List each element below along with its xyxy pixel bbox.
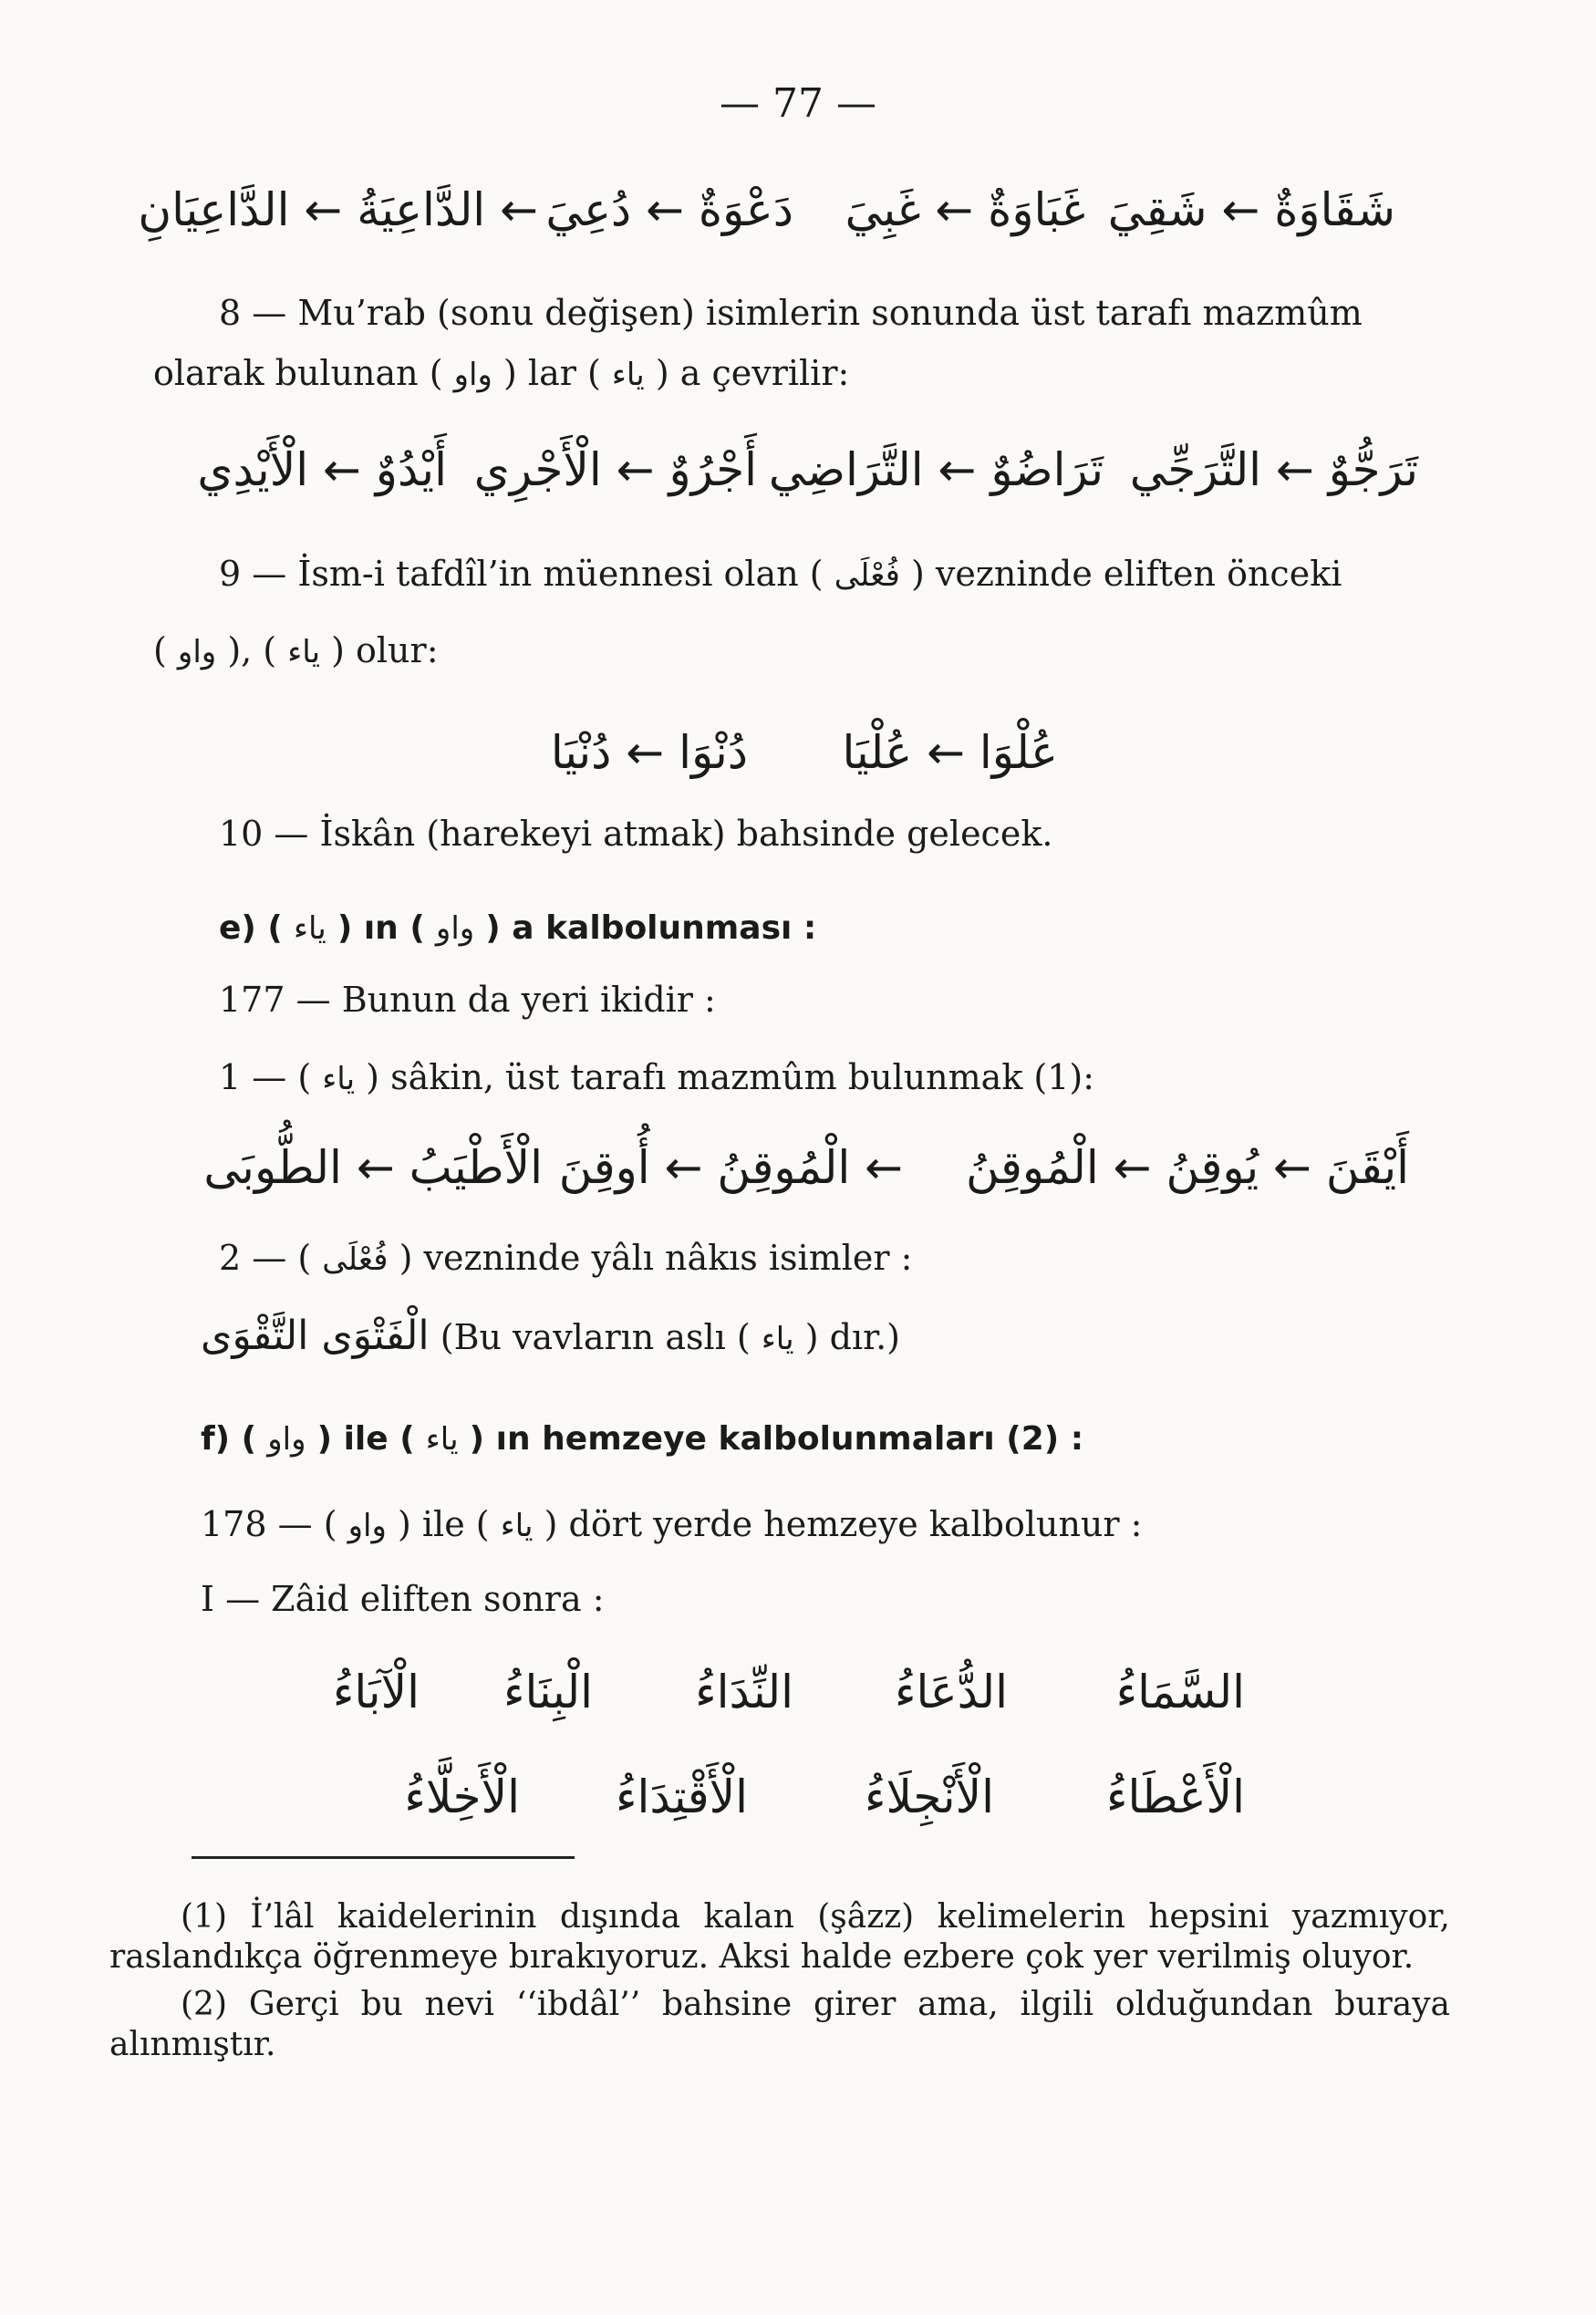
rule-8-line-2: olarak bulunan ( واو ) lar ( ياء ) a çevrilir:	[153, 353, 850, 393]
rule-10: 10 — İskân (harekeyi atmak) bahsinde gelecek.	[219, 814, 1053, 854]
rule-9-line-1: 9 — İsm-i tafdîl’in müennesi olan ( فُعْلَى ) vezninde eliften önceki	[219, 554, 1342, 594]
waw-word: واو	[453, 357, 492, 393]
arabic-example-aiqana: أَيْقَنَ ← يُوقِنُ ← الْمُوقِنُ	[965, 1141, 1409, 1194]
footnote-divider	[192, 1856, 575, 1859]
arabic-example-dawa: دَعْوَةٌ ← دُعِيَ	[545, 183, 793, 236]
arabic-example-shaqawa: شَقَاوَةٌ ← شَقِيَ	[1107, 183, 1395, 236]
footnote-1: (1) İ’lâl kaidelerinin dışında kalan (şâzz) kelimelerin hepsini yazmıyor, raslandıkça öğrenmeye bırakıyoruz. Aksi halde ezbere çok yer verilmiş oluyor.	[109, 1898, 1450, 1976]
footnote-2: (2) Gerçi bu nevi ‘‘ibdâl’’ bahsine girer ama, ilgili olduğundan buraya alınmıştır.	[109, 1985, 1450, 2063]
rule-177-item-1: 1 — ( ياء ) sâkin, üst tarafı mazmûm bulunmak (1):	[219, 1057, 1095, 1097]
arabic-taqwa-fatwa: الْفَتْوَى التَّقْوَى	[201, 1313, 430, 1359]
rule-8-line-1: 8 — Mu’rab (sonu değişen) isimlerin sonunda üst tarafı mazmûm	[219, 293, 1363, 333]
rule-177: 177 — Bunun da yeri ikidir :	[219, 980, 716, 1020]
arabic-example-ghabawa: غَبَاوَةٌ ← غَبِيَ	[845, 183, 1085, 236]
arabic-example-ajru: أَجْرُوٌ ← الْأَجْرِي	[473, 443, 757, 496]
footnotes	[109, 1897, 1450, 2065]
arabic-example-uqina: ← الْمُوقِنُ ← أُوقِنَ	[558, 1141, 903, 1194]
arabic-example-nidaa: النِّدَاءُ	[695, 1666, 793, 1718]
arabic-example-tuba: الْأَطْيَبُ ← الطُّوبَى	[203, 1141, 543, 1194]
arabic-example-daiya: ← الدَّاعِيَةُ ← الدَّاعِيَانِ	[138, 183, 538, 236]
arabic-example-samaa: السَّمَاءُ	[1115, 1666, 1245, 1718]
section-e-heading: e) ( ياء ) ın ( واو ) a kalbolunması :	[219, 909, 817, 947]
taqwa-fatwa-line: الْفَتْوَى التَّقْوَى (Bu vavların aslı ( ياء ) dır.)	[201, 1313, 900, 1359]
arabic-example-abaa: الْآبَاءُ	[332, 1666, 420, 1718]
section-f-heading: f) ( واو ) ile ( ياء ) ın hemzeye kalbolunmaları (2) :	[201, 1420, 1084, 1458]
arabic-example-akhillae: الْأَخِلَّاءُ	[404, 1770, 520, 1823]
rule-178: 178 — ( واو ) ile ( ياء ) dört yerde hemzeye kalbolunur :	[201, 1504, 1143, 1544]
arabic-example-binaa: الْبِنَاءُ	[503, 1666, 593, 1718]
ya-word: ياء	[611, 357, 645, 393]
arabic-example-iqtidae: الْأَقْتِدَاءُ	[615, 1770, 748, 1823]
fula-word: فُعْلَى	[834, 557, 900, 594]
rule-177-item-2: 2 — ( فُعْلَى ) vezninde yâlı nâkıs isimler :	[219, 1238, 913, 1278]
page-number: — 77 —	[720, 80, 876, 127]
arabic-example-aydu: أَيْدُوٌ ← الْأَيْدِي	[197, 443, 447, 496]
arabic-example-duaa: الدُّعَاءُ	[895, 1666, 1008, 1718]
arabic-example-dunya: دُنْوَا ← دُنْيَا	[550, 726, 748, 779]
rule-9-line-2: ( واو ), ( ياء ) olur:	[153, 630, 439, 670]
arabic-example-ulya: عُلْوَا ← عُلْيَا	[842, 726, 1058, 779]
rule-178-item-I: I — Zâid eliften sonra :	[201, 1579, 605, 1619]
arabic-example-taradu: تَرَاضُوٌ ← التَّرَاضِي	[768, 443, 1104, 496]
arabic-example-tarajju: تَرَجُّوٌ ← التَّرَجِّي	[1129, 443, 1418, 496]
arabic-example-injilae: الْأَنْجِلَاءُ	[865, 1770, 994, 1823]
arabic-example-atae: الْأَعْطَاءُ	[1105, 1770, 1245, 1823]
